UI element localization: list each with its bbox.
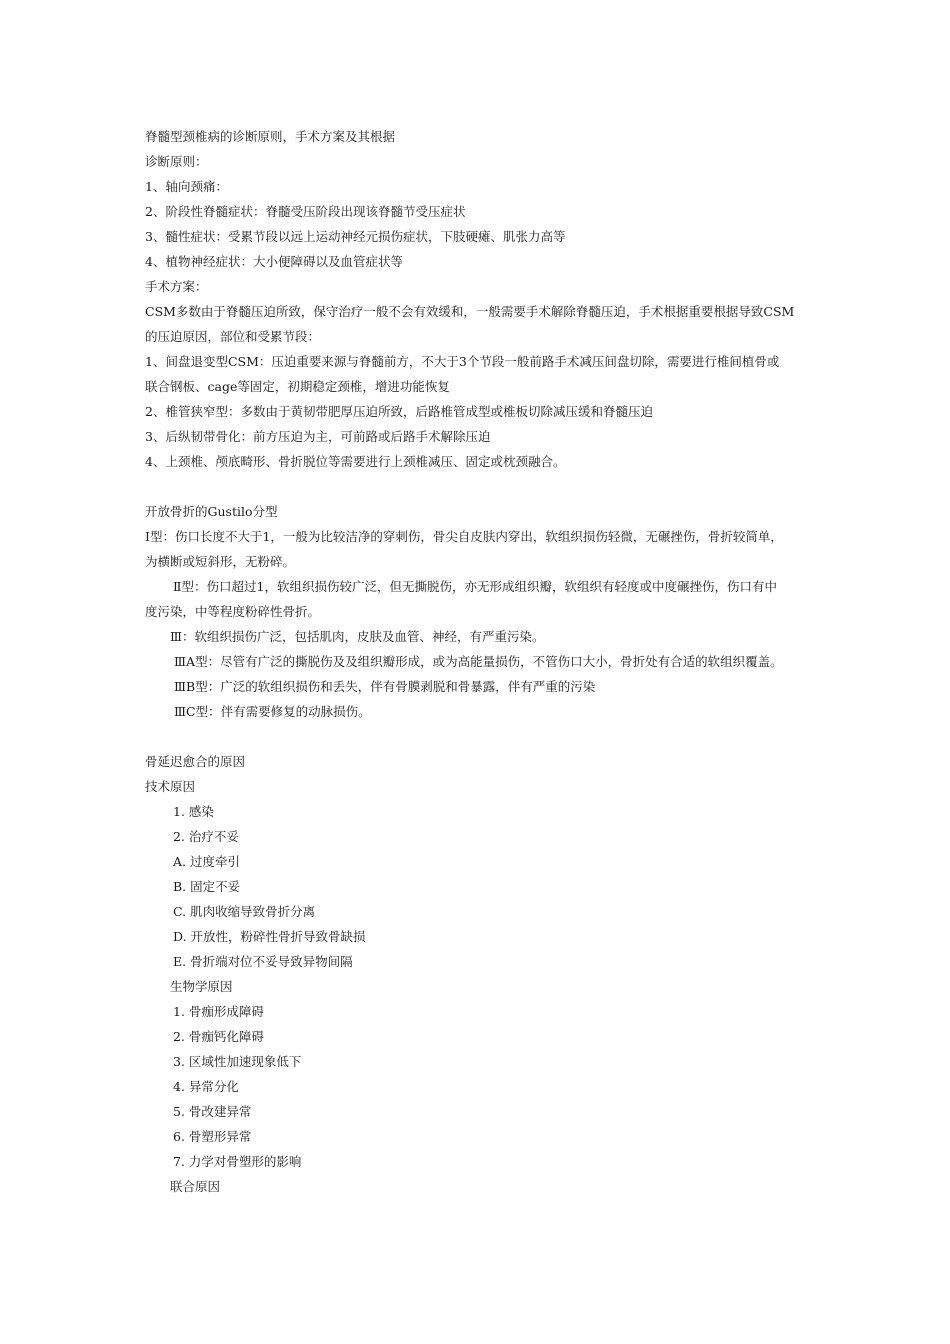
surgery-plan-item: 2、椎管狭窄型：多数由于黄韧带肥厚压迫所致，后路椎管成型或椎板切除减压缓和脊髓压迫 — [145, 404, 653, 419]
gustilo-type-1-cont: 为横断或短斜形，无粉碎。 — [145, 554, 296, 569]
combined-causes-heading: 联合原因 — [170, 1179, 221, 1194]
surgery-plan-item: 4、上颈椎、颅底畸形、骨折脱位等需要进行上颈椎减压、固定或枕颈融合。 — [145, 454, 566, 469]
gustilo-type-2-cont: 度污染，中等程度粉碎性骨折。 — [145, 604, 321, 619]
gustilo-type-3: Ⅲ：软组织损伤广泛，包括肌肉，皮肤及血管、神经，有严重污染。 — [170, 629, 545, 644]
biological-cause-item: 4. 异常分化 — [173, 1079, 239, 1094]
diagnosis-item: 2、阶段性脊髓症状：脊髓受压阶段出现该脊髓节受压症状 — [145, 204, 466, 219]
technical-cause-item: A. 过度牵引 — [173, 854, 240, 869]
section-spacer — [145, 724, 825, 749]
gustilo-type-3b: ⅢB型：广泛的软组织损伤和丢失，伴有骨膜剥脱和骨暴露，伴有严重的污染 — [174, 679, 596, 694]
surgery-plan-heading: 手术方案： — [145, 279, 208, 294]
surgery-plan-item: 1、间盘退变型CSM：压迫重要来源与脊髓前方，不大于3个节段一般前路手术减压间盘切除，需要进行椎间植骨或 — [145, 354, 780, 369]
technical-cause-item: 2. 治疗不妥 — [173, 829, 239, 844]
diagnosis-heading: 诊断原则： — [145, 154, 208, 169]
biological-causes-heading: 生物学原因 — [170, 979, 233, 994]
gustilo-type-1: Ⅰ型：伤口长度不大于1，一般为比较洁净的穿刺伤，骨尖自皮肤内穿出，软组织损伤轻微，无碾挫伤，骨折较简单， — [145, 529, 783, 544]
technical-cause-item: C. 肌肉收缩导致骨折分离 — [173, 904, 316, 919]
section-title-csm: 脊髓型颈椎病的诊断原则，手术方案及其根据 — [145, 129, 396, 144]
gustilo-type-2: Ⅱ型：伤口超过1，软组织损伤较广泛，但无撕脱伤，亦无形成组织瓣，软组织有轻度或中度碾挫伤，伤口有中 — [173, 579, 777, 594]
document-body — [145, 124, 825, 1199]
technical-cause-item: B. 固定不妥 — [173, 879, 241, 894]
biological-cause-item: 2. 骨痂钙化障碍 — [173, 1029, 264, 1044]
technical-cause-item: D. 开放性，粉碎性骨折导致骨缺损 — [173, 929, 366, 944]
surgery-plan-intro-cont: 的压迫原因，部位和受累节段： — [145, 329, 321, 344]
technical-causes-heading: 技术原因 — [145, 779, 196, 794]
gustilo-type-3c: ⅢC型：伴有需要修复的动脉损伤。 — [174, 704, 371, 719]
biological-cause-item: 6. 骨塑形异常 — [173, 1129, 252, 1144]
diagnosis-item: 3、髓性症状：受累节段以远上运动神经元损伤症状，下肢硬瘫、肌张力高等 — [145, 229, 566, 244]
biological-cause-item: 5. 骨改建异常 — [173, 1104, 252, 1119]
biological-cause-item: 7. 力学对骨塑形的影响 — [173, 1154, 302, 1169]
surgery-plan-intro: CSM多数由于脊髓压迫所致，保守治疗一般不会有效缓和，一般需要手术解除脊髓压迫，手术根据重要根据导致CSM — [145, 304, 795, 319]
diagnosis-item: 4、植物神经症状：大小便障碍以及血管症状等 — [145, 254, 403, 269]
gustilo-type-3a: ⅢA型：尽管有广泛的撕脱伤及及组织瓣形成，或为高能量损伤，不管伤口大小，骨折处有合适的软组织覆盖。 — [174, 654, 783, 669]
surgery-plan-item: 3、后纵韧带骨化：前方压迫为主，可前路或后路手术解除压迫 — [145, 429, 491, 444]
biological-cause-item: 1. 骨痂形成障碍 — [173, 1004, 264, 1019]
surgery-plan-item-cont: 联合钢板、cage等固定，初期稳定颈椎，增进功能恢复 — [145, 379, 450, 394]
biological-cause-item: 3. 区域性加速现象低下 — [173, 1054, 302, 1069]
diagnosis-item: 1、轴向颈痛： — [145, 179, 228, 194]
technical-cause-item: 1. 感染 — [173, 804, 214, 819]
section-spacer — [145, 474, 825, 499]
section-title-gustilo: 开放骨折的Gustilo分型 — [145, 504, 278, 519]
technical-cause-item: E. 骨折端对位不妥导致异物间隔 — [173, 954, 353, 969]
section-title-delayed-union: 骨延迟愈合的原因 — [145, 754, 246, 769]
